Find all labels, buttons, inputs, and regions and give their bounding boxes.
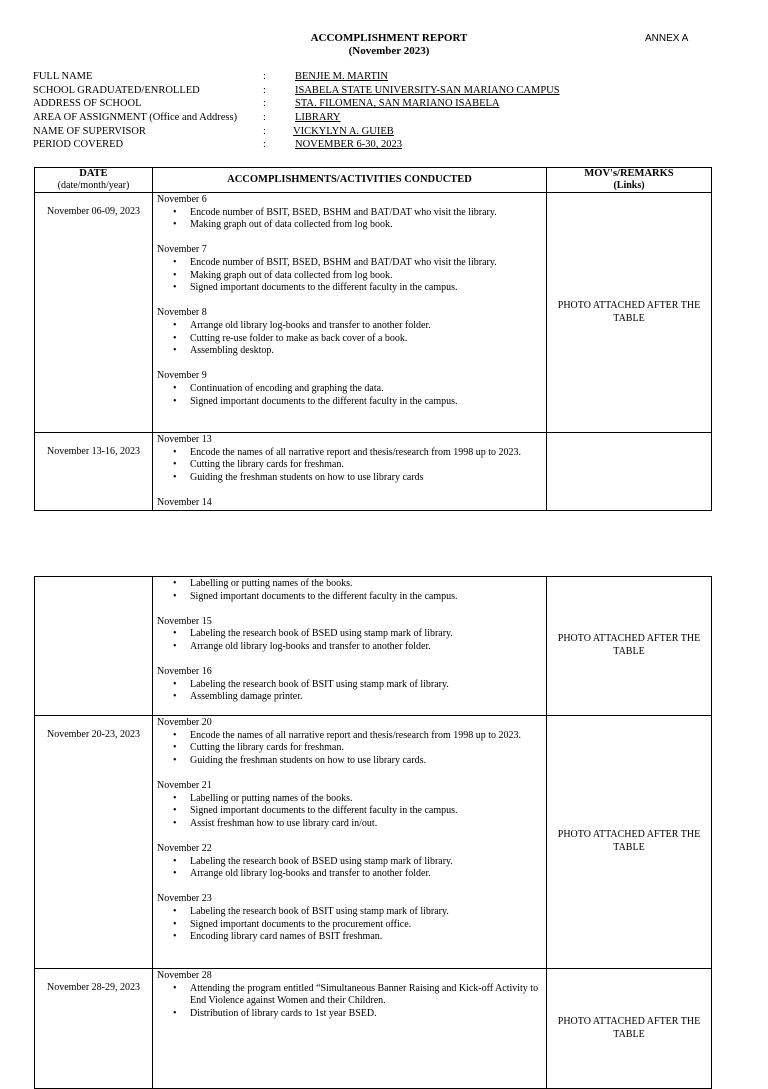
activity-item: • Encode the names of all narrative report and thesis/research from 1998 up to 2023. <box>190 730 543 743</box>
activity-item: • Encode number of BSIT, BSED, BSHM and BAT/DAT who visit the library. <box>190 207 543 220</box>
header-date-sub: (date/month/year) <box>57 180 130 191</box>
date-cell: November 20-23, 2023 <box>35 716 153 969</box>
info-colon: : <box>263 125 266 137</box>
day-heading: November 7 <box>157 244 207 256</box>
date-cell: November 13-16, 2023 <box>35 433 153 511</box>
info-value: ISABELA STATE UNIVERSITY-SAN MARIANO CAMPUS <box>295 84 560 96</box>
table-row <box>35 969 712 1089</box>
table-header-row <box>35 168 712 193</box>
remarks-cell: PHOTO ATTACHED AFTER THE TABLE <box>547 969 712 1089</box>
info-colon: : <box>263 84 266 96</box>
remarks-cell: PHOTO ATTACHED AFTER THE TABLE <box>547 193 712 433</box>
info-colon: : <box>263 71 266 82</box>
info-value: STA. FILOMENA, SAN MARIANO ISABELA <box>295 98 500 110</box>
header-date: DATE (date/month/year) <box>35 168 153 193</box>
activity-list <box>157 578 543 603</box>
activity-item: • Cutting the library cards for freshman. <box>190 742 543 755</box>
info-label: ADDRESS OF SCHOOL <box>33 98 142 110</box>
activity-item: • Continuation of encoding and graphing the data. <box>190 383 543 396</box>
day-block <box>157 434 543 484</box>
activity-item: • Labeling the research book of BSIT using stamp mark of library. <box>190 679 543 692</box>
activity-item: • Labeling the research book of BSIT using stamp mark of library. <box>190 906 543 919</box>
activity-list <box>157 983 543 1021</box>
activity-item: • Assist freshman how to use library card in/out. <box>190 818 543 831</box>
info-colon: : <box>263 98 266 110</box>
activity-item: • Labelling or putting names of the books. <box>190 578 543 591</box>
activity-item: • Arrange old library log-books and transfer to another folder. <box>190 641 543 654</box>
activities-cell <box>153 969 547 1089</box>
activity-list <box>157 383 543 408</box>
report-subtitle: (November 2023) <box>348 45 430 57</box>
activity-list <box>157 447 543 485</box>
day-heading: November 15 <box>157 615 212 627</box>
report-title-block <box>0 32 768 58</box>
remarks-cell <box>547 433 712 511</box>
day-heading: November 16 <box>157 666 212 678</box>
activity-list <box>157 628 543 653</box>
activity-list <box>157 320 543 358</box>
activity-item: • Distribution of library cards to 1st year BSED. <box>190 1008 543 1021</box>
activity-list <box>157 906 543 944</box>
date-cell <box>35 577 153 716</box>
day-block <box>157 370 543 408</box>
table-row <box>35 716 712 969</box>
info-value: NOVEMBER 6-30, 2023 <box>295 139 403 151</box>
activity-item: • Cutting the library cards for freshman. <box>190 459 543 472</box>
activities-cell <box>153 193 547 433</box>
header-remarks-sub: (Links) <box>613 180 645 191</box>
table-row <box>35 193 712 433</box>
day-heading: November 8 <box>157 307 207 319</box>
activity-item: • Signed important documents to the different faculty in the campus. <box>190 591 543 604</box>
info-label: FULL NAME <box>33 71 93 82</box>
day-block <box>157 666 543 704</box>
day-block <box>157 616 543 654</box>
activity-item: • Arrange old library log-books and transfer to another folder. <box>190 320 543 333</box>
activity-item: • Labelling or putting names of the books. <box>190 793 543 806</box>
activity-list <box>157 730 543 768</box>
activity-list <box>157 856 543 881</box>
activity-item: • Encode the names of all narrative report and thesis/research from 1998 up to 2023. <box>190 447 543 460</box>
day-heading: November 22 <box>157 842 212 854</box>
activity-item: • Signed important documents to the different faculty in the campus. <box>190 282 543 295</box>
activity-item: • Labeling the research book of BSED using stamp mark of library. <box>190 628 543 641</box>
day-heading: November 9 <box>157 370 207 382</box>
day-heading: November 20 <box>157 717 212 728</box>
activity-item: • Guiding the freshman students on how to use library cards <box>190 472 543 485</box>
day-block <box>157 244 543 294</box>
info-label: NAME OF SUPERVISOR <box>33 125 146 137</box>
header-activities: ACCOMPLISHMENTS/ACTIVITIES CONDUCTED <box>153 168 547 193</box>
date-cell: November 28-29, 2023 <box>35 969 153 1089</box>
accomplishment-table-page1 <box>34 167 712 511</box>
activity-list <box>157 257 543 295</box>
date-cell: November 06-09, 2023 <box>35 193 153 433</box>
activity-item: • Attending the program entitled “Simultaneous Banner Raising and Kick-off Activity to End Violence against Women and their Children. <box>190 983 543 1008</box>
activity-item: • Labeling the research book of BSED using stamp mark of library. <box>190 856 543 869</box>
annex-label: ANNEX A <box>645 33 689 44</box>
day-heading: November 14 <box>157 496 212 508</box>
day-block <box>157 780 543 830</box>
activity-item: • Making graph out of data collected from log book. <box>190 219 543 232</box>
report-title: ACCOMPLISHMENT REPORT <box>310 32 468 44</box>
day-block <box>157 843 543 881</box>
day-block <box>157 194 543 232</box>
activity-item: • Signed important documents to the different faculty in the campus. <box>190 396 543 409</box>
activity-item: • Assembling damage printer. <box>190 691 543 704</box>
activity-list <box>157 679 543 704</box>
table-row <box>35 577 712 716</box>
day-heading: November 21 <box>157 779 212 791</box>
day-block <box>157 970 543 1020</box>
activity-item: • Guiding the freshman students on how to use library cards. <box>190 755 543 768</box>
activity-item: • Encoding library card names of BSIT freshman. <box>190 931 543 944</box>
day-block <box>157 497 543 510</box>
day-block <box>157 307 543 357</box>
info-value: VICKYLYN A. GUIEB <box>293 125 394 137</box>
day-block <box>157 717 543 767</box>
activity-item: • Assembling desktop. <box>190 345 543 358</box>
activity-item: • Signed important documents to the different faculty in the campus. <box>190 805 543 818</box>
day-heading: November 23 <box>157 893 212 905</box>
info-colon: : <box>263 112 266 124</box>
day-block <box>157 893 543 943</box>
accomplishment-table-page2 <box>34 576 712 1089</box>
activity-list <box>157 793 543 831</box>
info-value: BENJIE M. MARTIN <box>295 71 388 82</box>
day-block <box>157 578 543 603</box>
activity-item: • Making graph out of data collected from log book. <box>190 270 543 283</box>
remarks-cell: PHOTO ATTACHED AFTER THE TABLE <box>547 577 712 716</box>
activity-item: • Encode number of BSIT, BSED, BSHM and BAT/DAT who visit the library. <box>190 257 543 270</box>
day-heading: November 13 <box>157 434 212 445</box>
activities-cell <box>153 577 547 716</box>
info-value: LIBRARY <box>295 112 341 124</box>
remarks-cell: PHOTO ATTACHED AFTER THE TABLE <box>547 716 712 969</box>
day-heading: November 28 <box>157 970 212 981</box>
activity-item: • Cutting re-use folder to make as back cover of a book. <box>190 333 543 346</box>
info-label: PERIOD COVERED <box>33 139 124 151</box>
info-label: AREA OF ASSIGNMENT (Office and Address) <box>33 112 238 124</box>
activity-list <box>157 207 543 232</box>
activity-item: • Signed important documents to the procurement office. <box>190 919 543 932</box>
info-colon: : <box>263 139 266 151</box>
activity-item: • Arrange old library log-books and transfer to another folder. <box>190 868 543 881</box>
activities-cell <box>153 433 547 511</box>
table-row <box>35 433 712 511</box>
activities-cell <box>153 716 547 969</box>
header-remarks: MOV's/REMARKS (Links) <box>547 168 712 193</box>
day-heading: November 6 <box>157 194 207 205</box>
info-label: SCHOOL GRADUATED/ENROLLED <box>33 84 200 96</box>
